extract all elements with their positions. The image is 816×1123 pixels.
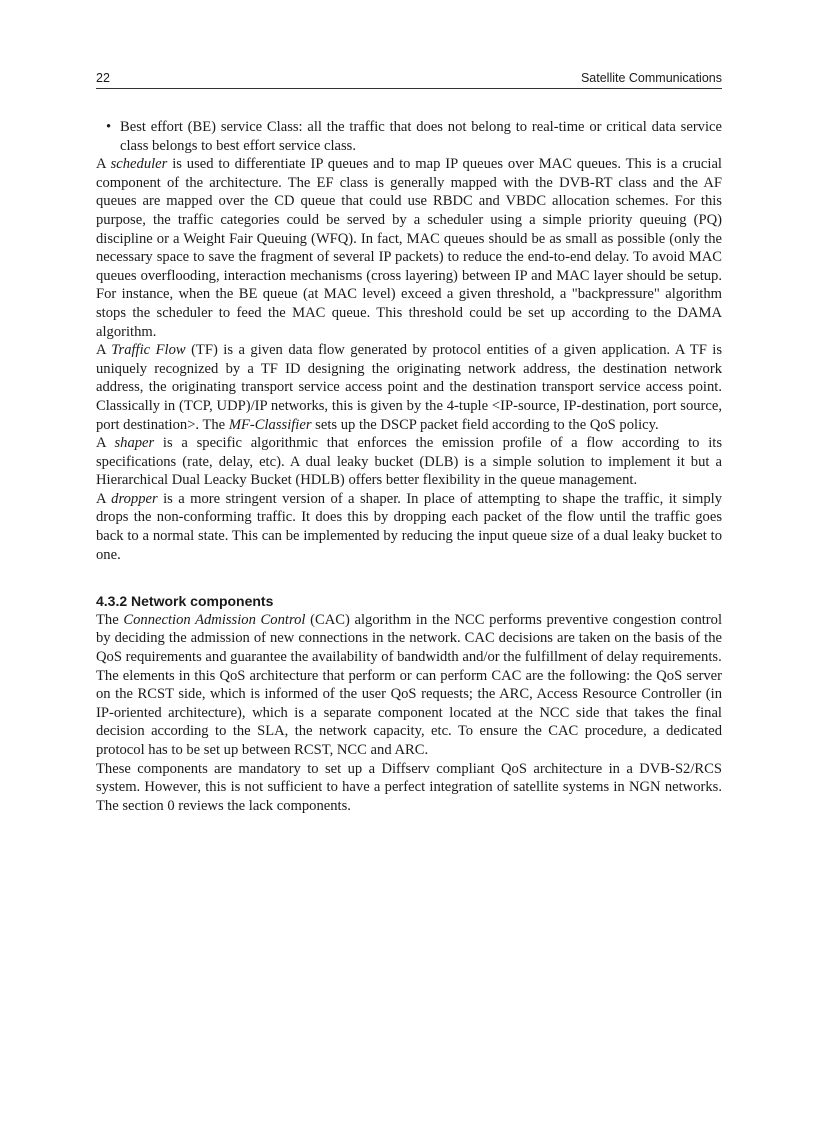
term-dropper: dropper [111, 490, 158, 507]
paragraph-dropper [96, 490, 722, 564]
paragraph-lead: A [96, 156, 111, 173]
paragraph-text-end: sets up the DSCP packet field according to the QoS policy. [311, 416, 659, 433]
term-mf-classifier: MF-Classifier [228, 416, 312, 433]
term-traffic-flow: Traffic Flow [111, 342, 186, 359]
paragraph-shaper [96, 434, 722, 490]
paragraph-components: These components are mandatory to set up a Diffserv compliant QoS architecture in a DVB-S2/RCS system. However, this is not sufficient to have a perfect integration of satellite systems in NGN networks. The section 0 reviews the lack components. [96, 760, 722, 814]
section-heading: 4.3.2 Network components [96, 593, 274, 610]
term-shaper: shaper [114, 435, 155, 452]
section-spacer [96, 564, 722, 592]
paragraph-text: is a specific algorithmic that enforces the emission profile of a flow according to its specifications (rate, delay, etc). A dual leaky bucket (DLB) is a simple solution to implement it but a Hierarchical Dual Leacky Bucket (HDLB) offers better flexibility in the queue management. [96, 435, 722, 489]
paragraph-lead: A [96, 342, 112, 359]
body-text [96, 118, 722, 815]
page-number: 22 [96, 71, 110, 85]
bullet-item-best-effort [96, 118, 722, 155]
bullet-text: Best effort (BE) service Class: all the traffic that does not belong to real-time or critical data service class belongs to best effort service class. [120, 119, 722, 154]
paragraph-lead: The [96, 611, 124, 628]
paragraph-text: (CAC) algorithm in the NCC performs preventive congestion control by deciding the admission of new connections in the network. CAC decisions are taken on the basis of the QoS requirements and guarantee the availability of bandwidth and/or the fulfillment of delay requirements. [96, 611, 723, 666]
paragraph-cac [96, 611, 722, 667]
paragraph-text: is a more stringent version of a shaper. In place of attempting to shape the traffic, it simply drops the non-conforming traffic. It does this by dropping each packet of the flow until the traffic goes back to a normal state. This can be implemented by reducing the input queue size of a dual leaky bucket to one. [96, 490, 722, 563]
paragraph-elements: The elements in this QoS architecture that perform or can perform CAC are the following: the QoS server on the RCST side, which is informed of the user QoS requests; the ARC, Access Resource Controller (in IP-oriented architecture), which is a separate component located at the NCC side that takes the final decision according to the SLA, the network capacity, etc. To ensure the CAC procedure, a dedicated protocol has to be set up between RCST, NCC and ARC. [96, 667, 722, 758]
term-cac: Connection Admission Control [123, 611, 306, 628]
paragraph-text: is used to differentiate IP queues and to map IP queues over MAC queues. This is a crucial component of the architecture. The EF class is generally mapped with the DVB-RT class and the AF queues are mapped over the CD queue that could use RBDC and VBDC allocation schemes. For this purpose, the traffic categories could be served by a scheduler using a simple priority queuing (PQ) discipline or a Weight Fair Queuing (WFQ). In fact, MAC queues should be as small as possible (only the necessary space to save the fragment of several IP packets) to reduce the end-to-end delay. To avoid MAC queues overflooding, interaction mechanisms (cross layering) between IP and MAC layer should be setup. For instance, when the BE queue (at MAC level) exceed a given threshold, a "backpressure" algorithm stops the scheduler to feed the MAC queue. This threshold could be set up according to the DAMA algorithm. [96, 156, 722, 340]
paragraph-scheduler [96, 155, 722, 341]
paragraph-traffic-flow [96, 341, 722, 434]
bullet-dot-icon: • [106, 119, 112, 135]
paragraph-lead: A [96, 490, 112, 507]
running-header [96, 70, 722, 89]
term-scheduler: scheduler [110, 156, 168, 173]
paragraph-lead: A [96, 435, 115, 452]
paragraph-text: (TF) is a given data flow generated by protocol entities of a given application. A TF is uniquely recognized by a TF ID designing the originating network address, the destination network address, the originating transport service access point and the destination transport service access point. Classically in (TCP, UDP)/IP networks, this is given by the 4-tuple <IP-source, IP-destination, port source, port destination>. The [96, 342, 723, 433]
running-title: Satellite Communications [580, 71, 722, 85]
